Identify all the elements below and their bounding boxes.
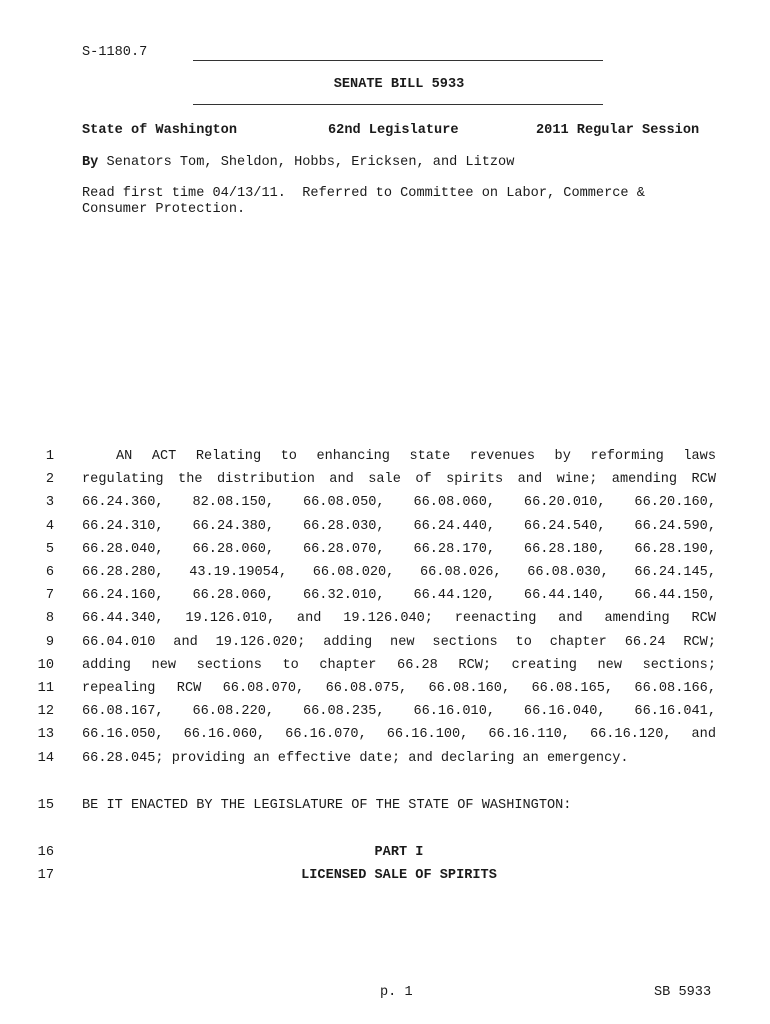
footer-bill-id: SB 5933 bbox=[654, 985, 712, 1000]
bill-text-line: repealing RCW 66.08.070, 66.08.075, 66.08.160, 66.08.165, 66.08.166, bbox=[82, 681, 716, 696]
bill-text-line: 66.08.167, 66.08.220, 66.08.235, 66.16.010, 66.16.040, 66.16.041, bbox=[82, 704, 716, 720]
line-number: 13 bbox=[37, 727, 54, 743]
line-number: 2 bbox=[45, 472, 54, 488]
header-rule-top bbox=[193, 60, 603, 61]
line-number: 1 bbox=[45, 449, 54, 464]
sponsors: Senators Tom, Sheldon, Hobbs, Ericksen, and Litzow bbox=[98, 155, 515, 170]
bill-text-line: 66.28.280, 43.19.19054, 66.08.020, 66.08.026, 66.08.030, 66.24.145, bbox=[82, 565, 716, 580]
line-number: 10 bbox=[37, 657, 54, 673]
bill-text-line: 66.28.040, 66.28.060, 66.28.070, 66.28.170, 66.28.180, 66.28.190, bbox=[82, 541, 716, 557]
document-code: S-1180.7 bbox=[82, 45, 148, 60]
bill-text-line: 66.24.160, 66.28.060, 66.32.010, 66.44.120, 66.44.140, 66.44.150, bbox=[82, 588, 716, 604]
bill-text-line: 66.04.010 and 19.126.020; adding new sections to chapter 66.24 RCW; bbox=[82, 634, 716, 650]
sponsors-line bbox=[82, 155, 514, 170]
page-number: p. 1 bbox=[380, 985, 413, 1000]
line-number: 15 bbox=[37, 798, 54, 813]
by-label: By bbox=[82, 155, 99, 170]
read-first-line-2: Consumer Protection. bbox=[82, 202, 246, 217]
line-number: 3 bbox=[45, 495, 54, 511]
bill-text-line: 66.28.045; providing an effective date; and declaring an emergency. bbox=[82, 750, 629, 766]
line-number: 8 bbox=[45, 611, 54, 627]
line-number: 7 bbox=[45, 588, 54, 604]
line-number: 6 bbox=[45, 565, 54, 580]
bill-text-line: AN ACT Relating to enhancing state revenues by reforming laws bbox=[116, 449, 716, 464]
bill-text-line: 66.24.360, 82.08.150, 66.08.050, 66.08.060, 66.20.010, 66.20.160, bbox=[82, 495, 716, 511]
line-number: 4 bbox=[45, 518, 54, 534]
bill-text-line: 66.24.310, 66.24.380, 66.28.030, 66.24.440, 66.24.540, 66.24.590, bbox=[82, 518, 716, 534]
bill-text-line: 66.16.050, 66.16.060, 66.16.070, 66.16.100, 66.16.110, 66.16.120, and bbox=[82, 727, 716, 743]
enacting-clause: BE IT ENACTED BY THE LEGISLATURE OF THE STATE OF WASHINGTON: bbox=[82, 798, 572, 813]
part-heading: PART I bbox=[374, 845, 424, 860]
header-rule-bottom bbox=[193, 104, 603, 105]
session: 2011 Regular Session bbox=[536, 123, 700, 138]
bill-text-line: regulating the distribution and sale of spirits and wine; amending RCW bbox=[82, 472, 716, 488]
read-first-line: Read first time 04/13/11. Referred to Committee on Labor, Commerce & bbox=[82, 186, 645, 201]
line-number: 17 bbox=[37, 868, 54, 883]
line-number: 14 bbox=[37, 750, 54, 766]
line-number: 16 bbox=[37, 845, 54, 860]
bill-text-line: adding new sections to chapter 66.28 RCW; creating new sections; bbox=[82, 657, 716, 673]
bill-title: SENATE BILL 5933 bbox=[333, 77, 465, 92]
line-number: 11 bbox=[37, 681, 54, 696]
legislature: 62nd Legislature bbox=[328, 123, 459, 138]
part-title: LICENSED SALE OF SPIRITS bbox=[301, 868, 497, 883]
bill-text-line: 66.44.340, 19.126.010, and 19.126.040; reenacting and amending RCW bbox=[82, 611, 716, 627]
line-number: 12 bbox=[37, 704, 54, 720]
line-number: 9 bbox=[45, 634, 54, 650]
state-name: State of Washington bbox=[82, 123, 237, 138]
line-number: 5 bbox=[45, 541, 54, 557]
